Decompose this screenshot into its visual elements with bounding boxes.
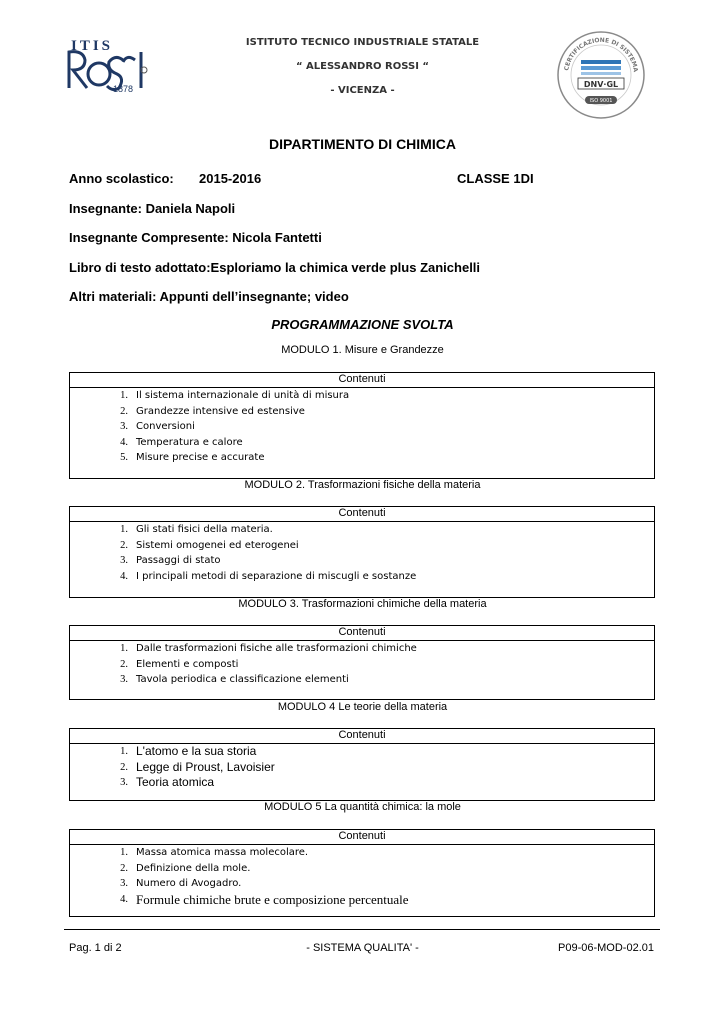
module-5-list xyxy=(70,845,654,908)
classe-label: CLASSE 1DI xyxy=(457,171,534,186)
footer-divider xyxy=(64,929,660,930)
item-number: 2. xyxy=(120,761,128,773)
list-item xyxy=(70,419,654,435)
list-item xyxy=(70,744,654,760)
department-title: DIPARTIMENTO DI CHIMICA xyxy=(269,136,456,152)
dnv-gl-seal-icon xyxy=(556,30,646,120)
item-number: 3. xyxy=(120,878,128,889)
item-number: 3. xyxy=(120,777,128,788)
altri-materiali-line: Altri materiali: Appunti dell’insegnante; video xyxy=(69,289,349,304)
item-text: Passaggi di stato xyxy=(136,555,221,566)
item-number: 2. xyxy=(120,658,128,670)
item-text: Dalle trasformazioni fisiche alle trasformazioni chimiche xyxy=(136,643,417,654)
libro-line: Libro di testo adottato:Esploriamo la chimica verde plus Zanichelli xyxy=(69,260,481,275)
item-number: 4. xyxy=(120,893,128,905)
item-number: 2. xyxy=(120,862,128,874)
module-5-box xyxy=(69,829,655,917)
module-4-box xyxy=(69,728,655,801)
anno-label: Anno scolastico: xyxy=(69,171,174,186)
list-item xyxy=(70,641,654,657)
list-item xyxy=(70,450,654,466)
item-number: 1. xyxy=(120,847,128,858)
item-text: Conversioni xyxy=(136,421,195,432)
module-1-list xyxy=(70,388,654,466)
list-item xyxy=(70,388,654,404)
list-item xyxy=(70,760,654,776)
module-title: MODULO 4 Le teorie della materia xyxy=(277,701,448,713)
list-item xyxy=(70,861,654,877)
item-text: Formule chimiche brute e composizione percentuale xyxy=(136,891,409,907)
item-number: 2. xyxy=(120,405,128,417)
footer-page-number: Pag. 1 di 2 xyxy=(69,942,122,954)
item-number: 1. xyxy=(120,390,128,401)
item-text: Massa atomica massa molecolare. xyxy=(136,847,309,858)
list-item xyxy=(70,845,654,861)
list-item xyxy=(70,538,654,554)
item-number: 4. xyxy=(120,436,128,448)
item-text: Misure precise e accurate xyxy=(136,452,265,463)
contenuti-header: Contenuti xyxy=(70,729,654,744)
module-title: MODULO 3. Trasformazioni chimiche della materia xyxy=(238,598,487,610)
list-item xyxy=(70,522,654,538)
module-4-list xyxy=(70,744,654,791)
svg-text:DNV·GL: DNV·GL xyxy=(583,80,619,89)
item-number: 5. xyxy=(120,452,128,463)
list-item xyxy=(70,892,654,908)
contenuti-header: Contenuti xyxy=(70,626,654,641)
item-text: Tavola periodica e classificazione elementi xyxy=(136,674,349,685)
contenuti-header: Contenuti xyxy=(70,507,654,522)
item-text: Il sistema internazionale di unità di misura xyxy=(136,390,350,401)
school-header xyxy=(230,36,495,108)
item-text: Grandezze intensive ed estensive xyxy=(136,405,305,417)
item-text: L'atomo e la sua storia xyxy=(136,744,257,758)
footer-center-label: - SISTEMA QUALITA' - xyxy=(306,942,419,954)
list-item xyxy=(70,876,654,892)
item-text: Numero di Avogadro. xyxy=(136,878,242,889)
contenuti-header: Contenuti xyxy=(70,373,654,388)
rossi-logo-icon xyxy=(63,38,149,100)
item-number: 4. xyxy=(120,570,128,582)
contenuti-header: Contenuti xyxy=(70,830,654,845)
list-item xyxy=(70,569,654,585)
anno-value: 2015-2016 xyxy=(199,171,262,186)
logo-year: 1878 xyxy=(113,84,134,94)
module-3-box xyxy=(69,625,655,700)
item-text: Legge di Proust, Lavoisier xyxy=(136,759,275,774)
item-text: Temperatura e calore xyxy=(136,436,243,448)
module-title: MODULO 5 La quantità chimica: la mole xyxy=(264,801,461,813)
item-text: Teoria atomica xyxy=(136,775,215,789)
svg-text:ISO 9001: ISO 9001 xyxy=(589,98,613,104)
module-2-box xyxy=(69,506,655,598)
certification-seal xyxy=(556,30,646,120)
list-item xyxy=(70,775,654,791)
module-1-box xyxy=(69,372,655,479)
item-text: Definizione della mole. xyxy=(136,862,251,874)
module-3-list xyxy=(70,641,654,688)
item-number: 1. xyxy=(120,643,128,654)
list-item xyxy=(70,553,654,569)
item-number: 2. xyxy=(120,539,128,551)
list-item xyxy=(70,672,654,688)
item-text: Sistemi omogenei ed eterogenei xyxy=(136,539,299,551)
header-line-2: “ ALESSANDRO ROSSI “ xyxy=(296,61,429,72)
item-number: 3. xyxy=(120,555,128,566)
header-line-1: ISTITUTO TECNICO INDUSTRIALE STATALE xyxy=(245,37,480,48)
item-text: Elementi e composti xyxy=(136,658,239,670)
item-number: 3. xyxy=(120,674,128,685)
list-item xyxy=(70,435,654,451)
item-number: 1. xyxy=(120,746,128,757)
school-logo xyxy=(63,38,149,100)
list-item xyxy=(70,657,654,673)
module-title: MODULO 1. Misure e Grandezze xyxy=(281,344,444,356)
item-text: Gli stati fisici della materia. xyxy=(136,524,273,535)
list-item xyxy=(70,404,654,420)
header-line-3: - VICENZA - xyxy=(330,85,395,96)
module-2-list xyxy=(70,522,654,584)
module-title: MODULO 2. Trasformazioni fisiche della materia xyxy=(244,479,481,491)
item-number: 3. xyxy=(120,421,128,432)
compresente-line: Insegnante Compresente: Nicola Fantetti xyxy=(69,230,322,245)
insegnante-line: Insegnante: Daniela Napoli xyxy=(69,201,236,216)
logo-itis-text: ITIS xyxy=(71,38,114,54)
item-number: 1. xyxy=(120,524,128,535)
svg-text:CERTIFICAZIONE DI SISTEMA QUAL: CERTIFICAZIONE DI SISTEMA xyxy=(563,36,639,73)
footer-document-code: P09-06-MOD-02.01 xyxy=(558,942,654,954)
item-text: I principali metodi di separazione di miscugli e sostanze xyxy=(136,570,417,582)
programmazione-heading: PROGRAMMAZIONE SVOLTA xyxy=(271,317,454,332)
